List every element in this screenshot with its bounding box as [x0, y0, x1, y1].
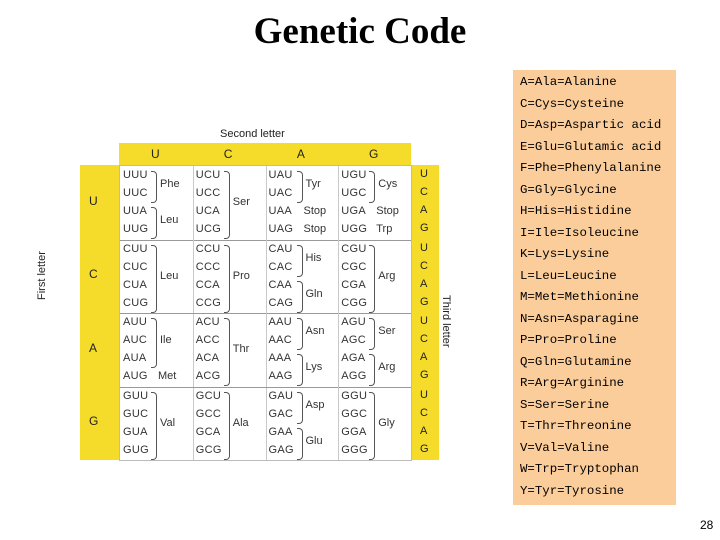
- amino-acid-label: Ile: [160, 334, 172, 346]
- codon-bracket: [151, 207, 157, 239]
- codon: GGU: [341, 389, 368, 402]
- third-letter-cell: G: [420, 369, 429, 381]
- codon: CGG: [341, 296, 368, 309]
- column-divider: [338, 166, 339, 460]
- codon: UCG: [195, 223, 222, 235]
- amino-acid-label: Val: [160, 416, 176, 429]
- third-letter-cell: U: [420, 388, 428, 401]
- codon: GCA: [195, 425, 221, 438]
- codon-bracket: [369, 171, 375, 203]
- codon-bracket: [297, 281, 303, 313]
- amino-acid-label: Cys: [378, 178, 398, 190]
- codon: CUC: [123, 260, 148, 273]
- column-divider: [266, 166, 267, 460]
- codon-bracket: [297, 392, 303, 424]
- third-letter-cell: U: [420, 315, 428, 327]
- codon-bracket: [297, 354, 303, 386]
- third-letter-cell: U: [420, 241, 428, 254]
- codon-grid: [119, 165, 412, 461]
- codon: UAA: [268, 205, 293, 217]
- third-letter-cell: C: [420, 333, 428, 345]
- amino-acid-label: Trp: [376, 223, 393, 235]
- legend-item: T=Thr=Threonine: [520, 419, 632, 433]
- codon: GGA: [341, 425, 367, 438]
- third-letter-cell: C: [420, 259, 428, 272]
- third-letter-cell: U: [420, 168, 428, 180]
- legend-item: D=Asp=Aspartic acid: [520, 118, 662, 132]
- legend-item: L=Leu=Leucine: [520, 268, 617, 283]
- first-letter-cell: C: [89, 267, 98, 282]
- page-number: 28: [700, 518, 714, 532]
- codon: GGG: [341, 443, 368, 456]
- amino-acid-label: Asp: [305, 398, 325, 411]
- amino-acid-label: Arg: [378, 361, 396, 373]
- codon: ACG: [195, 370, 221, 382]
- codon: UCA: [195, 205, 220, 217]
- legend-item: K=Lys=Lysine: [520, 247, 610, 261]
- codon: AGC: [341, 334, 366, 346]
- legend-item: E=Glu=Glutamic acid: [520, 139, 662, 154]
- amino-acid-label: Leu: [160, 269, 179, 282]
- third-letter-cell: C: [420, 406, 428, 419]
- legend-item: M=Met=Methionine: [520, 290, 639, 304]
- amino-acid-label: Gly: [378, 416, 395, 429]
- amino-acid-label: Met: [158, 370, 177, 382]
- codon: UUU: [123, 169, 148, 181]
- first-letter-label: First letter: [36, 251, 48, 300]
- second-letter-cell: G: [368, 147, 379, 161]
- amino-acid-label: Stop: [376, 205, 399, 217]
- codon: CUA: [123, 278, 148, 291]
- third-letter-cell: G: [420, 222, 429, 234]
- codon: GCC: [195, 407, 222, 420]
- codon: ACU: [195, 316, 220, 328]
- codon-bracket: [151, 392, 157, 460]
- third-letter-cell: A: [420, 204, 428, 216]
- codon-bracket: [297, 245, 303, 277]
- legend-item: F=Phe=Phenylalanine: [520, 161, 662, 175]
- codon: UGA: [341, 205, 366, 217]
- legend-item: N=Asn=Asparagine: [520, 311, 639, 326]
- legend-item: V=Val=Valine: [520, 440, 610, 455]
- legend-item: Y=Tyr=Tyrosine: [520, 483, 625, 498]
- third-letter-cell: G: [420, 295, 429, 308]
- third-letter-cell: A: [420, 277, 428, 290]
- amino-acid-label: Thr: [232, 343, 250, 355]
- codon: GAC: [268, 407, 294, 420]
- first-letter-cell: U: [89, 193, 98, 208]
- amino-acid-label: Leu: [160, 214, 179, 226]
- codon: CGU: [341, 242, 367, 255]
- codon-bracket: [224, 171, 230, 239]
- codon-bracket: [224, 392, 230, 460]
- codon-bracket: [297, 318, 303, 350]
- codon-bracket: [369, 392, 375, 460]
- codon: UGU: [341, 169, 367, 181]
- second-letter-cell: A: [296, 147, 305, 161]
- first-letter-header: [80, 165, 119, 460]
- codon: GUC: [123, 407, 149, 420]
- amino-acid-label: Phe: [160, 178, 180, 190]
- amino-acid-label: Stop: [303, 223, 327, 235]
- codon: UAU: [268, 169, 293, 181]
- amino-acid-label: Ser: [378, 325, 396, 337]
- third-letter-cell: C: [420, 186, 428, 198]
- second-letter-header: [119, 143, 411, 165]
- codon-bracket: [151, 171, 157, 203]
- legend-item: A=Ala=Alanine: [520, 75, 617, 89]
- codon: CCA: [195, 278, 220, 291]
- legend-item: C=Cys=Cysteine: [520, 96, 625, 111]
- codon: GUG: [123, 443, 149, 456]
- title-text: Genetic Code: [253, 11, 467, 52]
- codon: CGC: [341, 260, 367, 273]
- amino-acid-label: Ser: [232, 196, 250, 208]
- codon-bracket: [369, 318, 375, 350]
- codon-bracket: [224, 318, 230, 386]
- amino-acid-label: His: [305, 251, 322, 264]
- codon: ACC: [195, 334, 220, 346]
- amino-acid-label: Gln: [305, 287, 323, 300]
- codon: UGG: [341, 223, 368, 235]
- second-letter-cell: C: [223, 147, 233, 161]
- third-letter-cell: G: [420, 442, 429, 455]
- codon: GUA: [123, 425, 148, 438]
- codon: GUU: [123, 389, 149, 402]
- third-letter-label: Third letter: [440, 295, 452, 348]
- codon: UCU: [195, 169, 221, 181]
- codon: CAC: [268, 260, 293, 273]
- amino-acid-label: Ala: [232, 416, 249, 429]
- amino-acid-label: Asn: [305, 325, 325, 337]
- codon: GAG: [268, 443, 294, 456]
- amino-acid-label: Arg: [378, 269, 396, 282]
- codon: AAU: [268, 316, 293, 328]
- codon: AAG: [268, 370, 293, 382]
- codon: AUC: [123, 334, 148, 346]
- codon: GCG: [195, 443, 222, 456]
- codon: AGA: [341, 352, 366, 364]
- amino-acid-label: Pro: [232, 269, 250, 282]
- codon: UUG: [123, 223, 149, 235]
- row-divider: [120, 387, 411, 388]
- codon-bracket: [369, 354, 375, 386]
- codon: CAA: [268, 278, 293, 291]
- legend-item: W=Trp=Tryptophan: [520, 462, 639, 476]
- codon-bracket: [297, 171, 303, 203]
- legend-item: I=Ile=Isoleucine: [520, 225, 639, 240]
- third-letter-cell: A: [420, 424, 428, 437]
- codon: AUU: [123, 316, 148, 328]
- amino-acid-label: Tyr: [305, 178, 321, 190]
- second-letter-cell: U: [151, 147, 160, 161]
- codon: CCC: [195, 260, 221, 273]
- legend-item: R=Arg=Arginine: [520, 376, 625, 390]
- legend-item: G=Gly=Glycine: [520, 182, 617, 197]
- legend-item: P=Pro=Proline: [520, 333, 617, 347]
- codon: AGG: [341, 370, 367, 382]
- codon-table: [36, 125, 452, 465]
- codon: GAU: [268, 389, 294, 402]
- codon-bracket: [151, 245, 157, 313]
- second-letter-label: Second letter: [220, 128, 285, 140]
- codon: GCU: [195, 389, 222, 402]
- codon: CUG: [123, 296, 149, 309]
- codon: ACA: [195, 352, 220, 364]
- amino-acid-label: Stop: [303, 205, 327, 217]
- first-letter-cell: A: [89, 340, 98, 355]
- codon: CGA: [341, 278, 366, 291]
- codon: CCU: [195, 242, 221, 255]
- amino-acid-label: Lys: [305, 361, 323, 373]
- codon: UUC: [123, 187, 148, 199]
- codon: UAG: [268, 223, 294, 235]
- codon: GGC: [341, 407, 368, 420]
- first-letter-cell: G: [89, 414, 99, 429]
- codon-bracket: [369, 245, 375, 313]
- codon: CUU: [123, 242, 148, 255]
- codon: GAA: [268, 425, 293, 438]
- codon: UUA: [123, 205, 148, 217]
- codon: UGC: [341, 187, 367, 199]
- third-letter-cell: A: [420, 351, 428, 363]
- codon: UAC: [268, 187, 293, 199]
- codon: AUG: [123, 370, 148, 382]
- codon: AGU: [341, 316, 366, 328]
- legend-item: Q=Gln=Glutamine: [520, 354, 632, 369]
- amino-acid-label: Glu: [305, 434, 323, 447]
- codon: CCG: [195, 296, 222, 309]
- codon: AAC: [268, 334, 293, 346]
- codon-bracket: [224, 245, 230, 313]
- page-title: [0, 10, 720, 53]
- codon: CAU: [268, 242, 293, 255]
- codon: CAG: [268, 296, 294, 309]
- codon-bracket: [151, 318, 157, 368]
- amino-acid-legend: [513, 70, 676, 505]
- third-letter-header: [411, 165, 439, 460]
- codon: AUA: [123, 352, 147, 364]
- legend-item: H=His=Histidine: [520, 204, 632, 218]
- codon: AAA: [268, 352, 292, 364]
- legend-item: S=Ser=Serine: [520, 397, 610, 412]
- codon-bracket: [297, 428, 303, 460]
- codon: UCC: [195, 187, 221, 199]
